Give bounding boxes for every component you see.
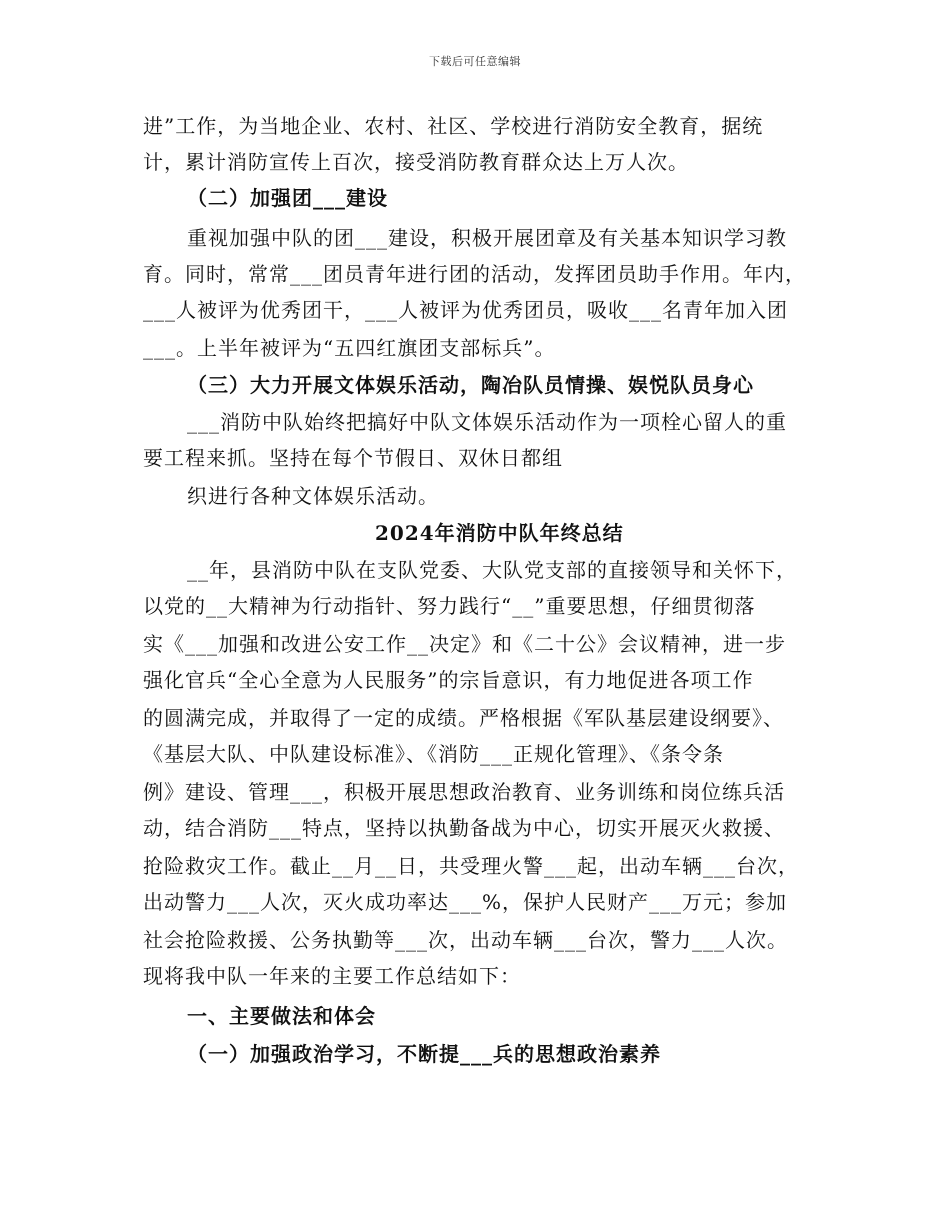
paragraph-line: 社会抢险救援、公务执勤等___次，出动车辆___台次，警力___人次。 xyxy=(143,928,788,952)
paragraph-line: __年，县消防中队在支队党委、大队党支部的直接领导和关怀下， xyxy=(187,558,797,582)
section-heading: （一）加强政治学习，不断提___兵的思想政治素养 xyxy=(187,1042,661,1066)
section-heading: （二）加强团___建设 xyxy=(187,186,388,210)
paragraph-line: 进”工作，为当地企业、农村、社区、学校进行消防安全教育，据统 xyxy=(143,114,764,138)
section-heading: 一、主要做法和体会 xyxy=(187,1004,376,1028)
document-title: 2024年消防中队年终总结 xyxy=(375,521,624,545)
paragraph-line: 动，结合消防___特点，坚持以执勤备战为中心，切实开展灭火救援、 xyxy=(143,816,785,840)
paragraph-line: ___消防中队始终把搞好中队文体娱乐活动作为一项栓心留人的重 xyxy=(187,410,787,434)
section-heading: （三）大力开展文体娱乐活动，陶冶队员情操、娱悦队员身心 xyxy=(187,373,754,397)
paragraph-line: 重视加强中队的团___建设，积极开展团章及有关基本知识学习教 xyxy=(187,226,787,250)
paragraph-line: 例》建设、管理___，积极开展思想政治教育、业务训练和岗位练兵活 xyxy=(143,780,785,804)
paragraph-line: ___人被评为优秀团干，___人被评为优秀团员，吸收___名青年加入团 xyxy=(143,298,788,322)
paragraph-line: 强化官兵“全心全意为人民服务”的宗旨意识，有力地促进各项工作 xyxy=(143,668,754,692)
paragraph-line: 抢险救灾工作。截止__月__日，共受理火警___起，出动车辆___台次， xyxy=(143,854,799,878)
paragraph-line: 实《___加强和改进公安工作__决定》和《二十公》会议精神，进一步 xyxy=(143,632,786,656)
paragraph-line: 计，累计消防宣传上百次，接受消防教育群众达上万人次。 xyxy=(143,150,689,174)
paragraph-line: 育。同时，常常___团员青年进行团的活动，发挥团员助手作用。年内， xyxy=(143,262,806,286)
paragraph-line: 《基层大队、中队建设标准》、《消防___正规化管理》、《条令条 xyxy=(143,742,724,766)
paragraph-line: ___。上半年被评为“五四红旗团支部标兵”。 xyxy=(143,336,556,360)
paragraph-line: 以党的__大精神为行动指针、努力践行“__”重要思想，仔细贯彻落 xyxy=(143,594,756,618)
paragraph-line: 织进行各种文体娱乐活动。 xyxy=(187,484,439,508)
paragraph-line: 的圆满完成，并取得了一定的成绩。严格根据《军队基层建设纲要》、 xyxy=(143,706,784,730)
paragraph-line: 现将我中队一年来的主要工作总结如下： xyxy=(143,964,521,988)
paragraph-line: 出动警力___人次，灭火成功率达___%，保护人民财产___万元；参加 xyxy=(143,890,788,914)
page-header: 下载后可任意编辑 xyxy=(429,55,521,68)
paragraph-line: 要工程来抓。坚持在每个节假日、双休日都组 xyxy=(143,446,563,470)
